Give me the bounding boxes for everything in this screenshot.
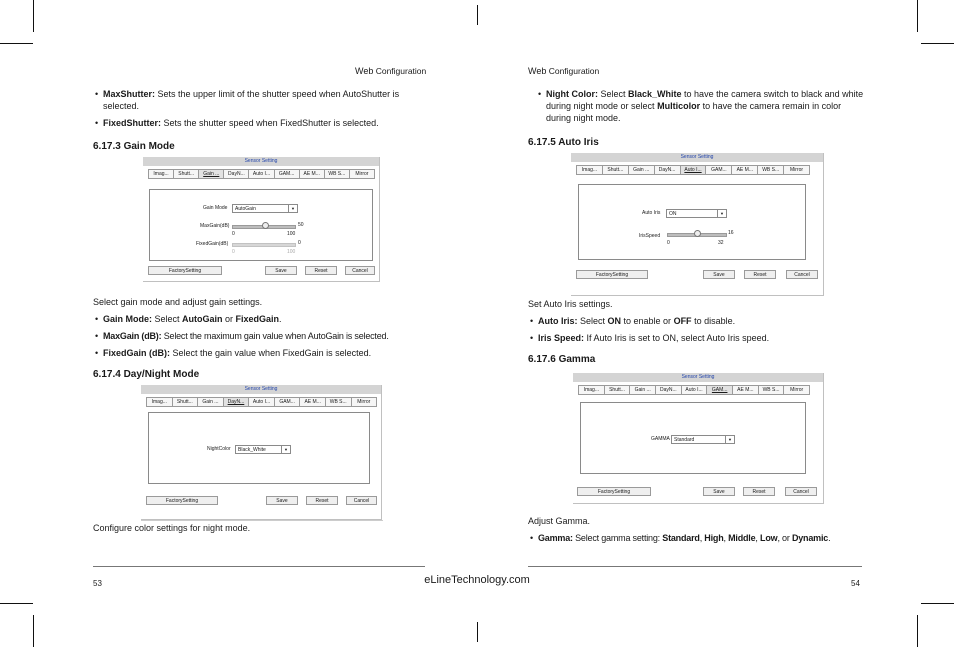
tab-mirror[interactable]: Mirror bbox=[349, 169, 375, 179]
tab-auto-iris[interactable]: Auto I... bbox=[248, 169, 274, 179]
chevron-down-icon: ▼ bbox=[725, 436, 734, 443]
crop-mark bbox=[33, 615, 34, 647]
tab-shutter[interactable]: Shutt... bbox=[602, 165, 629, 175]
tab-auto-iris[interactable]: Auto I... bbox=[681, 385, 708, 395]
tab-daynight[interactable]: DayN... bbox=[223, 169, 249, 179]
tab-gamma[interactable]: GAM... bbox=[274, 397, 301, 407]
crop-mark bbox=[917, 615, 918, 647]
tab-wb[interactable]: WB S... bbox=[324, 169, 350, 179]
reset-button[interactable]: Reset bbox=[305, 266, 337, 275]
tab-bar bbox=[148, 169, 374, 179]
factory-setting-button[interactable]: FactorySetting bbox=[577, 487, 651, 496]
bullet-value: AutoGain bbox=[182, 314, 223, 324]
page-header bbox=[528, 66, 599, 76]
bullet-text: or bbox=[222, 314, 236, 324]
select-value: Standard bbox=[674, 437, 695, 443]
section-heading-gamma: 6.17.6 Gamma bbox=[528, 354, 596, 365]
bullet-fixedshutter: • FixedShutter: Sets the shutter speed when FixedShutter is selected. bbox=[95, 118, 379, 129]
select-value: Black_White bbox=[238, 447, 266, 453]
bullet-value: FixedGain bbox=[235, 314, 280, 324]
bullet-value: Black_White bbox=[628, 89, 682, 99]
tab-gain[interactable]: Gain ... bbox=[629, 385, 656, 395]
bullet-term: Night Color: bbox=[546, 89, 598, 99]
header-configuration: Configuration bbox=[546, 66, 600, 76]
auto-iris-select[interactable] bbox=[666, 209, 727, 218]
crop-mark bbox=[0, 603, 33, 604]
cancel-button[interactable]: Cancel bbox=[345, 266, 375, 275]
cancel-button[interactable]: Cancel bbox=[346, 496, 377, 505]
tab-gamma[interactable]: GAM... bbox=[706, 385, 733, 395]
crop-mark bbox=[477, 5, 478, 25]
cancel-button[interactable]: Cancel bbox=[786, 270, 818, 279]
bullet-text: If Auto Iris is set to ON, select Auto Iris speed. bbox=[584, 333, 770, 344]
bullet-term: MaxGain (dB): bbox=[103, 331, 162, 342]
bullet-text: Select gamma setting: bbox=[572, 533, 663, 543]
crop-mark bbox=[0, 43, 33, 44]
tab-bar bbox=[578, 385, 809, 395]
section-heading-iris: 6.17.5 Auto Iris bbox=[528, 137, 599, 148]
bullet-text: Sets the upper limit of the shutter speed when AutoShutter is selected. bbox=[103, 89, 400, 112]
bullet-term: FixedShutter: bbox=[103, 118, 162, 129]
bullet-text: Sets the shutter speed when FixedShutter is selected. bbox=[161, 118, 379, 129]
footer-rule bbox=[528, 566, 862, 567]
gamma-label: GAMMA bbox=[651, 436, 670, 442]
chevron-down-icon: ▼ bbox=[288, 205, 297, 212]
fixedgain-value: 0 bbox=[298, 240, 301, 246]
bullet-text: . bbox=[279, 314, 282, 324]
bullet-value: OFF bbox=[673, 316, 692, 326]
gamma-description: Adjust Gamma. bbox=[528, 516, 591, 526]
page-header bbox=[355, 66, 426, 76]
save-button[interactable]: Save bbox=[703, 270, 735, 279]
iris-speed-label: IrisSpeed bbox=[639, 233, 661, 239]
bullet-value: ON bbox=[607, 316, 622, 326]
gain-description: Select gain mode and adjust gain settings. bbox=[93, 297, 263, 307]
iris-speed-value: 16 bbox=[728, 230, 734, 236]
page-number: 53 bbox=[93, 579, 102, 588]
sensor-setting-dialog-gamma bbox=[573, 373, 824, 504]
fixedgain-max: 100 bbox=[287, 249, 296, 255]
gain-mode-label: Gain Mode bbox=[203, 205, 228, 211]
settings-panel bbox=[149, 189, 373, 261]
page-number: 54 bbox=[851, 579, 860, 588]
iris-description: Set Auto Iris settings. bbox=[528, 299, 613, 309]
bullet-text: to enable or bbox=[621, 316, 674, 326]
left-page bbox=[93, 88, 425, 135]
maxgain-slider-handle[interactable] bbox=[262, 222, 269, 229]
daynight-description: Configure color settings for night mode. bbox=[93, 523, 251, 533]
fixedgain-min: 0 bbox=[232, 249, 235, 255]
crop-mark bbox=[921, 43, 954, 44]
bullet-value: Multicolor bbox=[657, 101, 701, 112]
bullet-value: Middle bbox=[728, 533, 756, 543]
iris-bullets bbox=[528, 315, 868, 349]
bullet-term: MaxShutter: bbox=[103, 89, 156, 99]
night-color-select[interactable] bbox=[235, 445, 291, 454]
header-web: Web bbox=[355, 66, 374, 76]
tab-auto-iris[interactable]: Auto I... bbox=[248, 397, 275, 407]
gain-mode-select[interactable] bbox=[232, 204, 298, 213]
section-heading-daynight: 6.17.4 Day/Night Mode bbox=[93, 369, 200, 380]
bullet-text: Select bbox=[152, 314, 183, 324]
maxgain-label: MaxGain(dB) bbox=[200, 223, 230, 229]
bullet-iris-speed: • Iris Speed: If Auto Iris is set to ON, select Auto Iris speed. bbox=[530, 333, 770, 344]
bullet-fixedgain: • FixedGain (dB): Select the gain value when FixedGain is selected. bbox=[95, 348, 372, 359]
tab-bar bbox=[576, 165, 809, 175]
bullet-text: , or bbox=[777, 533, 792, 543]
tab-daynight[interactable]: DayN... bbox=[655, 385, 682, 395]
chevron-down-icon: ▼ bbox=[281, 446, 290, 453]
tab-image[interactable]: Imag... bbox=[148, 169, 174, 179]
factory-setting-button[interactable]: FactorySetting bbox=[576, 270, 648, 279]
gamma-select[interactable] bbox=[671, 435, 735, 444]
bullet-text: , bbox=[723, 533, 729, 543]
save-button[interactable]: Save bbox=[703, 487, 735, 496]
maxgain-max: 100 bbox=[287, 231, 296, 237]
fixedgain-slider[interactable] bbox=[232, 243, 296, 247]
tab-gain[interactable]: Gain ... bbox=[197, 397, 224, 407]
bullet-text: , bbox=[699, 533, 705, 543]
tab-ae-mode[interactable]: AE M... bbox=[299, 397, 326, 407]
bullet-maxshutter: • MaxShutter: Sets the upper limit of the shutter speed when AutoShutter is selected. bbox=[95, 89, 400, 112]
bullet-text: Select bbox=[577, 316, 608, 326]
crop-mark bbox=[921, 603, 954, 604]
bullet-value: Low bbox=[760, 533, 778, 543]
tab-wb[interactable]: WB S... bbox=[757, 165, 784, 175]
night-color-label: NightColor bbox=[207, 446, 231, 452]
reset-button[interactable]: Reset bbox=[743, 487, 775, 496]
dialog-title: Sensor Setting bbox=[143, 157, 379, 166]
tab-wb[interactable]: WB S... bbox=[758, 385, 785, 395]
tab-mirror[interactable]: Mirror bbox=[783, 165, 810, 175]
tab-image[interactable]: Imag... bbox=[576, 165, 603, 175]
tab-ae-mode[interactable]: AE M... bbox=[732, 385, 759, 395]
bullet-value: High bbox=[704, 533, 724, 543]
bullet-term: FixedGain (dB): bbox=[103, 348, 170, 359]
cancel-button[interactable]: Cancel bbox=[785, 487, 817, 496]
maxgain-value: 50 bbox=[298, 222, 304, 228]
tab-mirror[interactable]: Mirror bbox=[351, 397, 378, 407]
crop-mark bbox=[33, 0, 34, 32]
tab-ae-mode[interactable]: AE M... bbox=[731, 165, 758, 175]
bullet-term: Gamma: bbox=[538, 533, 573, 543]
tab-gamma[interactable]: GAM... bbox=[705, 165, 732, 175]
bullet-text: , bbox=[755, 533, 761, 543]
sensor-setting-dialog-iris bbox=[571, 153, 824, 296]
tab-shutter[interactable]: Shutt... bbox=[604, 385, 631, 395]
bullet-term: Auto Iris: bbox=[538, 316, 578, 326]
bullet-text: Select the gain value when FixedGain is selected. bbox=[170, 348, 372, 359]
crop-mark bbox=[477, 622, 478, 642]
chevron-down-icon: ▼ bbox=[717, 210, 726, 217]
crop-mark bbox=[917, 0, 918, 32]
sensor-setting-dialog-daynight bbox=[141, 385, 382, 520]
bullet-term: Gain Mode: bbox=[103, 314, 152, 324]
reset-button[interactable]: Reset bbox=[744, 270, 776, 279]
right-page bbox=[528, 88, 864, 130]
factory-setting-button[interactable]: FactorySetting bbox=[148, 266, 222, 275]
tab-daynight[interactable]: DayN... bbox=[223, 397, 250, 407]
settings-panel bbox=[578, 184, 806, 260]
bullet-term: Iris Speed: bbox=[538, 333, 585, 344]
save-button[interactable]: Save bbox=[266, 496, 298, 505]
reset-button[interactable]: Reset bbox=[306, 496, 338, 505]
tab-bar bbox=[146, 397, 376, 407]
divider bbox=[141, 520, 383, 521]
tab-wb[interactable]: WB S... bbox=[325, 397, 352, 407]
header-web: Web bbox=[528, 66, 547, 76]
bullet-auto-iris: • Auto Iris: Select ON to enable or OFF to disable. bbox=[530, 316, 736, 326]
tab-ae-mode[interactable]: AE M... bbox=[299, 169, 325, 179]
sensor-setting-dialog-gain bbox=[143, 157, 380, 282]
bullet-night-color: • Night Color: Select Black_White to have the camera switch to black and white during night mode or select Multicolor to have the camera remain in color during night mode. bbox=[538, 89, 864, 124]
tab-shutter[interactable]: Shutt... bbox=[173, 169, 199, 179]
tab-image[interactable]: Imag... bbox=[146, 397, 173, 407]
bullet-text: . bbox=[828, 533, 831, 543]
gain-bullets bbox=[93, 313, 433, 365]
iris-speed-slider-handle[interactable] bbox=[694, 230, 701, 237]
bullet-value: Standard bbox=[662, 533, 700, 543]
bullet-text: to disable. bbox=[691, 316, 736, 326]
select-value: ON bbox=[669, 211, 677, 217]
select-value: AutoGain bbox=[235, 206, 256, 212]
dialog-title: Sensor Setting bbox=[141, 385, 381, 394]
iris-speed-min: 0 bbox=[667, 240, 670, 246]
tab-gain[interactable]: Gain ... bbox=[198, 169, 224, 179]
bullet-gamma: • Gamma: Select gamma setting: Standard, High, Middle, Low, or Dynamic. bbox=[530, 533, 831, 543]
save-button[interactable]: Save bbox=[265, 266, 297, 275]
tab-shutter[interactable]: Shutt... bbox=[172, 397, 199, 407]
settings-panel bbox=[580, 402, 806, 474]
settings-panel bbox=[148, 412, 370, 484]
fixedgain-label: FixedGain(dB) bbox=[196, 241, 229, 247]
iris-speed-max: 32 bbox=[718, 240, 724, 246]
tab-gamma[interactable]: GAM... bbox=[274, 169, 300, 179]
bullet-text: Select the maximum gain value when AutoGain is selected. bbox=[161, 331, 389, 342]
section-heading-gain: 6.17.3 Gain Mode bbox=[93, 141, 175, 152]
footer-website: eLineTechnology.com bbox=[424, 574, 530, 586]
maxgain-min: 0 bbox=[232, 231, 235, 237]
bullet-value: Dynamic bbox=[791, 533, 829, 543]
bullet-text: Select bbox=[598, 89, 629, 99]
tab-image[interactable]: Imag... bbox=[578, 385, 605, 395]
factory-setting-button[interactable]: FactorySetting bbox=[146, 496, 218, 505]
dialog-title: Sensor Setting bbox=[571, 153, 823, 162]
bullet-text: to have the camera remain in color during night mode. bbox=[546, 101, 842, 124]
bullet-maxgain: • MaxGain (dB): Select the maximum gain value when AutoGain is selected. bbox=[95, 331, 389, 342]
tab-daynight[interactable]: DayN... bbox=[654, 165, 681, 175]
auto-iris-label: Auto Iris bbox=[642, 210, 661, 216]
dialog-title: Sensor Setting bbox=[573, 373, 823, 382]
header-configuration: Configuration bbox=[373, 66, 427, 76]
footer-rule bbox=[93, 566, 425, 567]
tab-mirror[interactable]: Mirror bbox=[783, 385, 810, 395]
bullet-gain-mode: • Gain Mode: Select AutoGain or FixedGain. bbox=[95, 314, 282, 324]
tab-gain[interactable]: Gain ... bbox=[628, 165, 655, 175]
tab-auto-iris[interactable]: Auto I... bbox=[680, 165, 707, 175]
bullet-text: to have the camera switch to black and white during night mode or select bbox=[546, 89, 864, 112]
